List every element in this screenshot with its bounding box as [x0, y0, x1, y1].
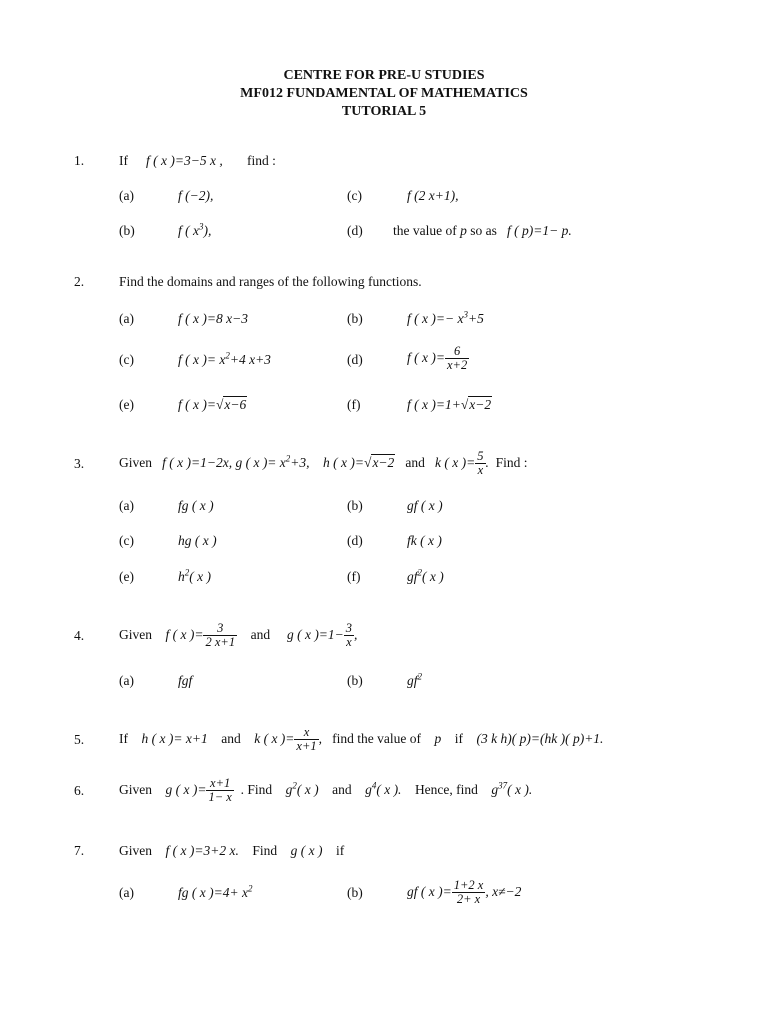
q7a-label: (a): [119, 885, 134, 900]
q1b-expr: f ( $x^3$),: [178, 221, 212, 238]
doc-title-line3: TUTORIAL 5: [341, 104, 427, 119]
q7-line: Given f ( x )=3+2 x. Find g ( x ) if: [119, 843, 345, 858]
q3-number: 3.: [74, 456, 85, 471]
q7b-label: (b): [347, 885, 363, 900]
q4a-label: (a): [119, 673, 134, 688]
doc-title-line1: CENTRE FOR PRE-U STUDIES: [283, 68, 485, 83]
q3c-expr: hg ( x ): [178, 533, 217, 548]
q3d-expr: fk ( x ): [407, 533, 442, 548]
q2d-expr: f ( x )= $\frac{6}{x+2}$: [407, 344, 468, 373]
q7b-expr: gf ( x )= $\frac{1+2 x}{2+ x}$ , x≠−2: [407, 878, 522, 907]
q7a-expr: fg ( x )$=4+ x^2$: [178, 883, 253, 900]
q2c-expr: f ( x )= $x^2+4$ x+3: [178, 350, 271, 367]
q4-number: 4.: [74, 628, 85, 643]
q1d-label: (d): [347, 223, 363, 238]
q3f-expr: $gf^2$( x ): [407, 567, 444, 584]
q3b-label: (b): [347, 498, 363, 513]
q6-number: 6.: [74, 783, 85, 798]
q5-line: If h ( x )= x+1 and k ( x )= $\frac{x}{x+1}$ , find the value of p if (3 k h)( p)=(hk )( p)+1.: [119, 725, 604, 754]
q1d-text: the value of p so as f ( p)=1− p.: [393, 223, 572, 238]
q4b-label: (b): [347, 673, 363, 688]
q1-intro: If: [119, 153, 128, 168]
q4b-expr: $gf^2$: [407, 671, 423, 688]
q3e-expr: $h^2$( x ): [178, 567, 211, 584]
q3b-expr: gf ( x ): [407, 498, 443, 513]
q5-number: 5.: [74, 732, 85, 747]
q1-number: 1.: [74, 153, 85, 168]
q2f-label: (f): [347, 397, 361, 412]
q2b-expr: f ( x )=− $x^3+5$: [407, 309, 484, 326]
q2d-label: (d): [347, 352, 363, 367]
q1c-label: (c): [347, 188, 362, 203]
q2b-label: (b): [347, 311, 363, 326]
q1a-expr: f (−2),: [178, 188, 214, 203]
q3d-label: (d): [347, 533, 363, 548]
q3e-label: (e): [119, 569, 134, 584]
q2-number: 2.: [74, 274, 85, 289]
q1-find: find :: [247, 153, 276, 168]
q2e-expr: f ( x )=√x−6: [178, 397, 247, 412]
q2e-label: (e): [119, 397, 134, 412]
doc-title-line2: MF012 FUNDAMENTAL OF MATHEMATICS: [240, 86, 528, 101]
q1a-label: (a): [119, 188, 134, 203]
q3-given-line: Given f ( x )=1−2x, g ( x )= $x^2+3$, h ( x )=√x−2 and k ( x )= $\frac{5}{x}$ . Find :: [119, 449, 528, 478]
q3a-label: (a): [119, 498, 134, 513]
q2a-expr: f ( x )=8 x−3: [178, 311, 248, 326]
q3c-label: (c): [119, 533, 134, 548]
q2f-expr: f ( x )=1+√x−2: [407, 397, 492, 412]
q3f-label: (f): [347, 569, 361, 584]
q2c-label: (c): [119, 352, 134, 367]
q4a-expr: fgf: [178, 673, 193, 688]
q1b-label: (b): [119, 223, 135, 238]
q2-intro: Find the domains and ranges of the following functions.: [119, 274, 422, 289]
q2a-label: (a): [119, 311, 134, 326]
q6-line: Given g ( x )= $\frac{x+1}{1- x}$ . Find $g^2$( x ) and $g^4$( x ). Hence, find $g^{37}$( x ).: [119, 776, 533, 805]
q1c-expr: f (2 x+1),: [407, 188, 459, 203]
q3a-expr: fg ( x ): [178, 498, 214, 513]
q7-number: 7.: [74, 843, 85, 858]
q4-given-line: Given f ( x )= $\frac{3}{2 x+1}$ and g ( x )=1− $\frac{3}{x}$ ,: [119, 621, 358, 650]
q1-function: f ( x )=3−5 x ,: [146, 153, 223, 168]
